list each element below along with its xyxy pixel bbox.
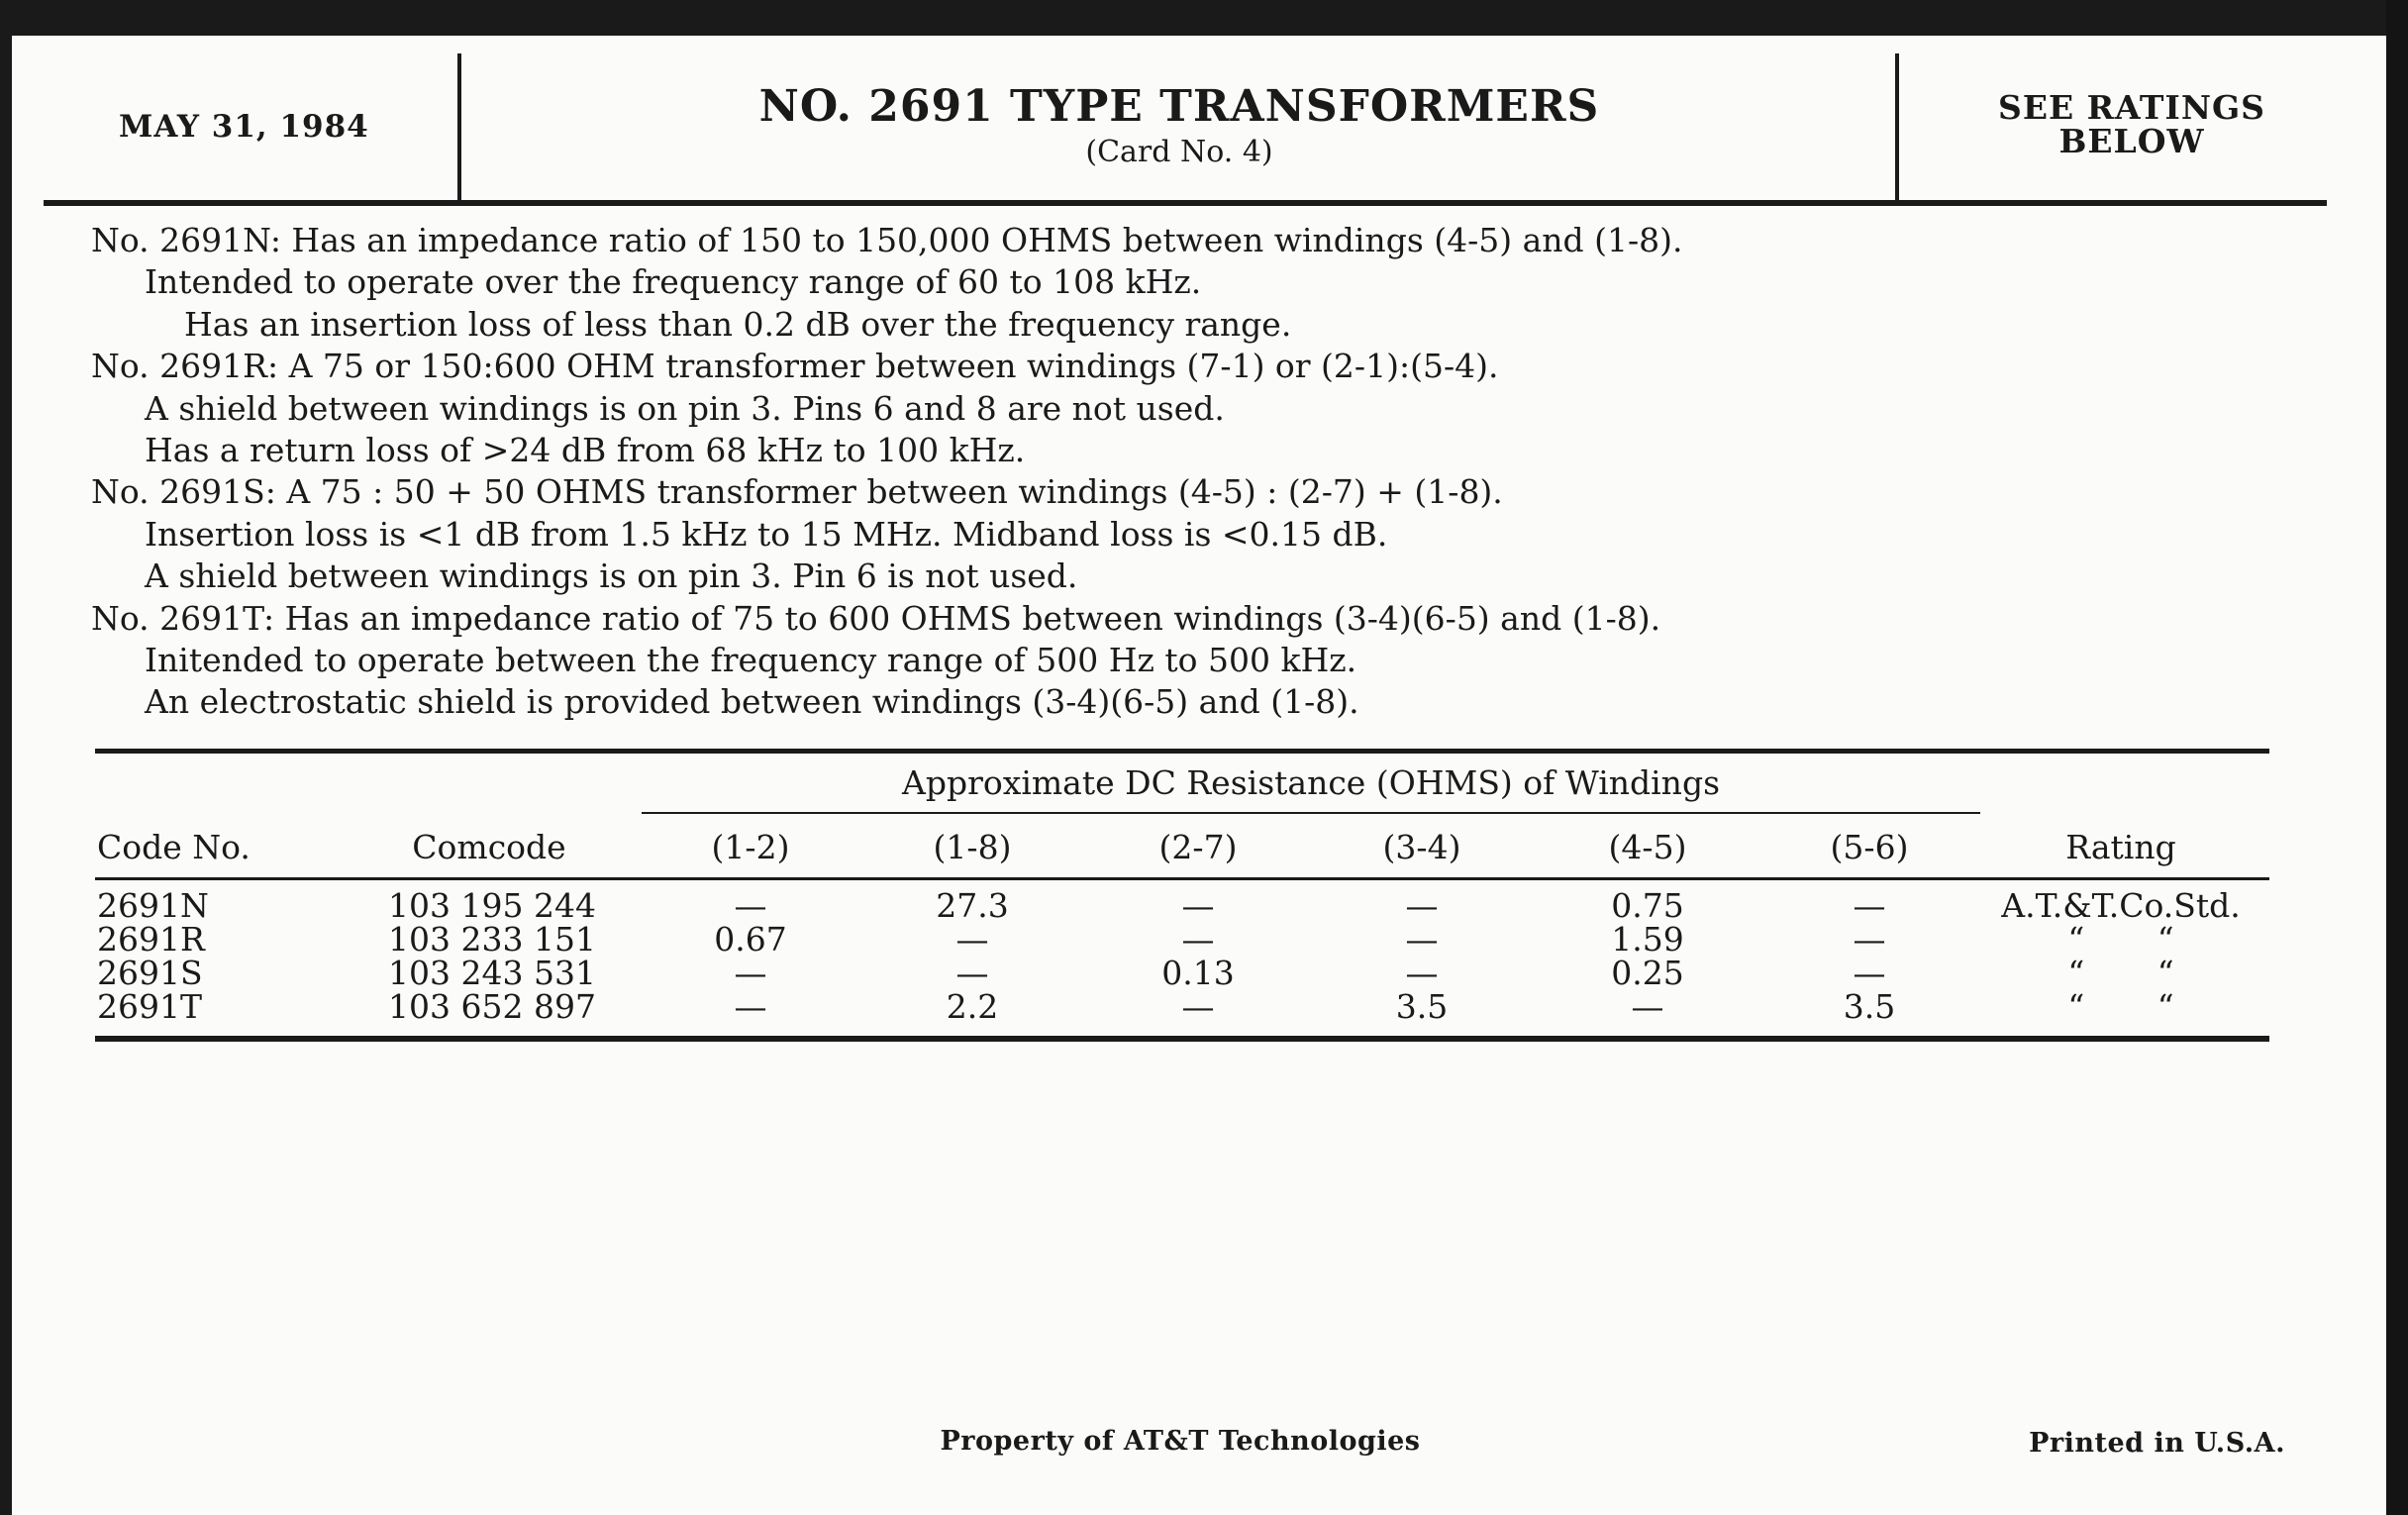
table-cell: 103 195 244: [388, 886, 596, 925]
table-cell: 103 243 531: [388, 954, 596, 992]
table-cell: 0.13: [1161, 954, 1235, 992]
table-cell: —: [1405, 920, 1439, 959]
table-cell: 103 233 151: [388, 920, 596, 959]
table-rule-bottom: [95, 1036, 2269, 1042]
table-cell: —: [955, 954, 989, 992]
col-header-comcode: Comcode: [412, 828, 566, 866]
card-date: MAY 31, 1984: [119, 109, 369, 145]
table-cell: —: [1631, 987, 1664, 1026]
desc-line: A shield between windings is on pin 3. Pins 6 and 8 are not used.: [145, 388, 1225, 428]
table-cell: —: [734, 886, 767, 925]
table-rule-top: [95, 749, 2269, 754]
col-header-3-4: (3-4): [1382, 828, 1461, 866]
table-cell: —: [734, 987, 767, 1026]
table-cell: —: [1405, 886, 1439, 925]
desc-line: Insertion loss is <1 dB from 1.5 kHz to 15 MHz. Midband loss is <0.15 dB.: [145, 514, 1388, 554]
desc-line: Has a return loss of >24 dB from 68 kHz to 100 kHz.: [145, 431, 1026, 470]
desc-line: An electrostatic shield is provided between windings (3-4)(6-5) and (1-8).: [145, 682, 1359, 722]
table-cell: —: [1853, 954, 1886, 992]
ratings-note-line1: SEE RATINGS: [1997, 88, 2266, 127]
desc-line: Has an insertion loss of less than 0.2 dB over the frequency range.: [184, 304, 1292, 344]
desc-line: No. 2691N: Has an impedance ratio of 150 to 150,000 OHMS between windings (4-5) and (1-8).: [91, 221, 1683, 259]
table-cell: —: [1181, 987, 1215, 1026]
col-header-rating: Rating: [2065, 828, 2176, 866]
table-rule-mid: [95, 877, 2269, 880]
table-cell: “ “: [2067, 954, 2174, 992]
table-cell: —: [1181, 886, 1215, 925]
table-cell: 103 652 897: [388, 987, 596, 1026]
col-header-1-8: (1-8): [933, 828, 1012, 866]
desc-line: No. 2691R: A 75 or 150:600 OHM transformer between windings (7-1) or (2-1):(5-4).: [91, 347, 1499, 386]
table-cell: 2691T: [97, 987, 202, 1026]
table-cell: 0.75: [1611, 886, 1684, 925]
col-header-code: Code No.: [97, 828, 251, 866]
table-group-header: Approximate DC Resistance (OHMS) of Windings: [902, 763, 1720, 802]
desc-line: A shield between windings is on pin 3. Pin 6 is not used.: [145, 556, 1078, 596]
table-cell: —: [955, 920, 989, 959]
table-group-rule: [642, 812, 1980, 814]
table-cell: 2691N: [97, 886, 209, 925]
card-subtitle: (Card No. 4): [1085, 135, 1273, 169]
table-cell: 0.67: [714, 920, 787, 959]
table-cell: 1.59: [1611, 920, 1684, 959]
table-cell: —: [1405, 954, 1439, 992]
table-cell: —: [1853, 920, 1886, 959]
footer-property: Property of AT&T Technologies: [940, 1426, 1421, 1457]
footer-printed: Printed in U.S.A.: [2029, 1428, 2285, 1459]
col-header-4-5: (4-5): [1608, 828, 1687, 866]
table-cell: 27.3: [936, 886, 1009, 925]
header-divider-right: [1895, 53, 1899, 202]
table-cell: —: [734, 954, 767, 992]
descriptions: [91, 220, 2269, 724]
table-cell: 0.25: [1611, 954, 1684, 992]
scan-edge: [2386, 0, 2408, 1515]
table-cell: 2691S: [97, 954, 203, 992]
col-header-2-7: (2-7): [1158, 828, 1238, 866]
table-cell: A.T.&T.Co.Std.: [2001, 886, 2241, 925]
col-header-1-2: (1-2): [711, 828, 790, 866]
table-cell: —: [1853, 886, 1886, 925]
desc-line: No. 2691S: A 75 : 50 + 50 OHMS transformer between windings (4-5) : (2-7) + (1-8).: [91, 472, 1503, 512]
ratings-note-line2: BELOW: [2058, 122, 2205, 160]
table-cell: 3.5: [1843, 987, 1896, 1026]
table-cell: 3.5: [1395, 987, 1449, 1026]
table-cell: —: [1181, 920, 1215, 959]
reference-card: [12, 36, 2388, 1515]
header-rule: [44, 200, 2327, 206]
table-cell: “ “: [2067, 987, 2174, 1026]
desc-line: No. 2691T: Has an impedance ratio of 75 to 600 OHMS between windings (3-4)(6-5) and (1-8).: [91, 598, 1661, 638]
desc-line: Intended to operate over the frequency range of 60 to 108 kHz.: [145, 262, 1202, 302]
table-cell: 2.2: [946, 987, 999, 1026]
ratings-note: [1909, 88, 2355, 160]
table-cell: “ “: [2067, 920, 2174, 959]
card-title: NO. 2691 TYPE TRANSFORMERS: [758, 81, 1600, 132]
col-header-5-6: (5-6): [1830, 828, 1909, 866]
desc-line: Initended to operate between the frequency range of 500 Hz to 500 kHz.: [145, 641, 1357, 680]
table-cell: 2691R: [97, 920, 205, 959]
